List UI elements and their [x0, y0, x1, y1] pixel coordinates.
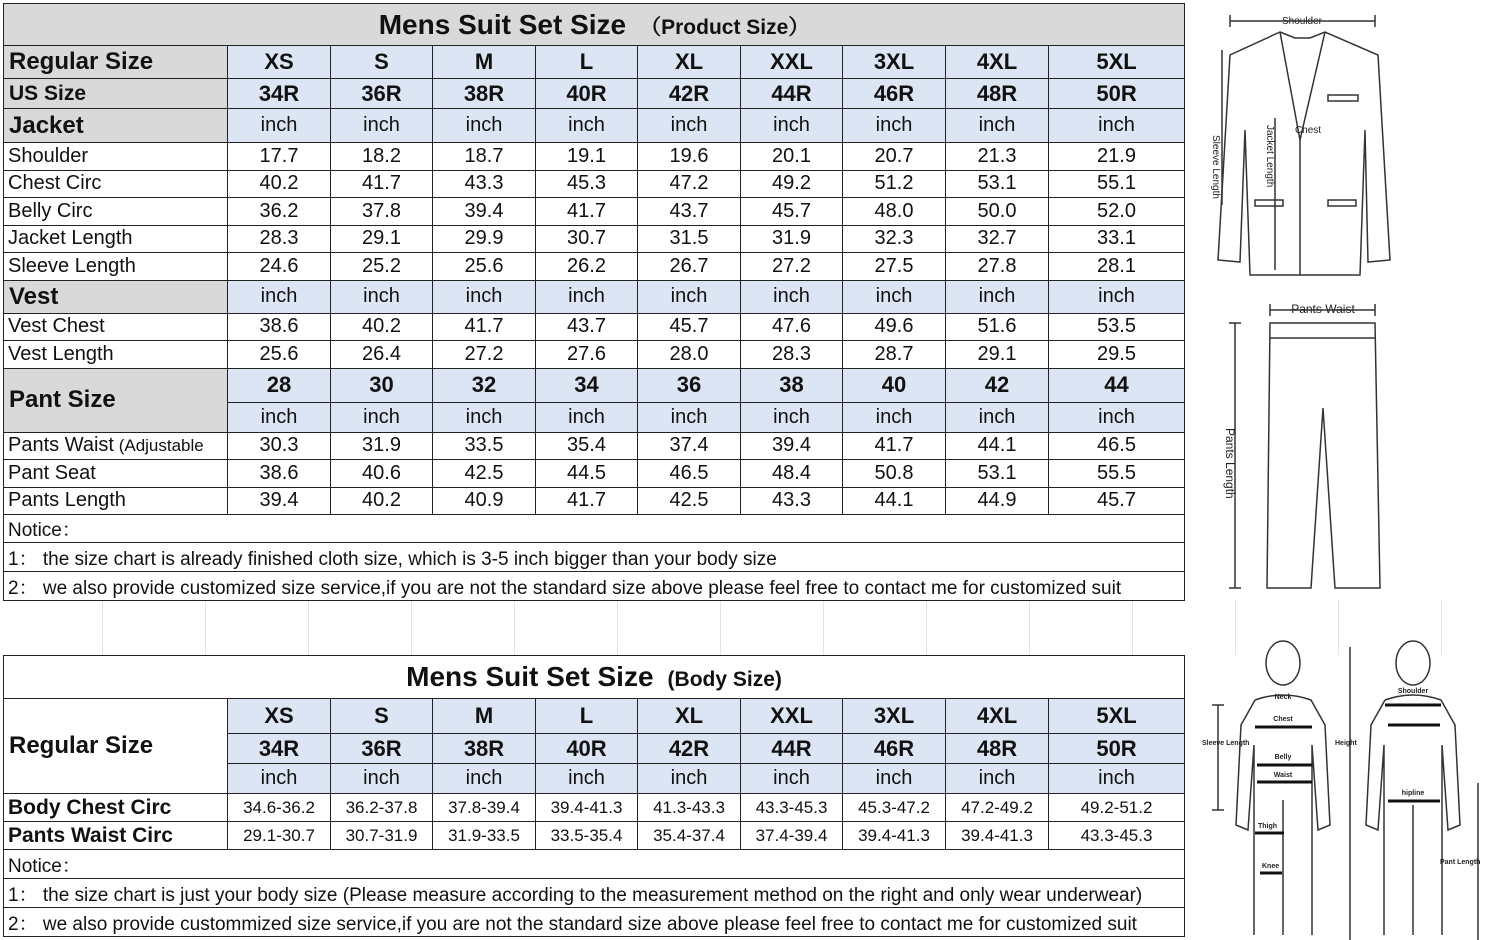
measure-value: 34.6-36.2: [228, 794, 331, 822]
measure-value: 44.1: [946, 432, 1049, 460]
subtitle-text: (Body Size): [667, 668, 782, 691]
size-header: M: [433, 699, 536, 734]
measure-value: 41.7: [536, 487, 638, 515]
measure-value: 26.2: [536, 253, 638, 281]
unit-label: inch: [228, 764, 331, 794]
measure-value: 47.6: [741, 313, 843, 341]
size-header: L: [536, 46, 638, 79]
pants-waist-label: Pants Waist: [1291, 302, 1355, 316]
title-row: [4, 656, 1185, 699]
pants-length-label: Pants Length: [1223, 428, 1237, 499]
size-header: 3XL: [843, 46, 946, 79]
measure-value: 26.4: [331, 341, 433, 369]
unit-label: inch: [1049, 109, 1185, 143]
vest-header-row: [4, 280, 1185, 313]
measure-value: 45.7: [741, 198, 843, 226]
size-header: 4XL: [946, 699, 1049, 734]
measure-value: 40.2: [331, 313, 433, 341]
sleeve-length-label: Sleeve Length: [1210, 135, 1221, 199]
measure-value: 43.7: [638, 198, 741, 226]
unit-label: inch: [228, 280, 331, 313]
measure-value: 42.5: [638, 487, 741, 515]
measure-label: Pants Waist Circ: [4, 822, 228, 850]
chest-label: Chest: [1294, 125, 1322, 136]
measure-value: 40.2: [228, 170, 331, 198]
pant-size-header: 30: [331, 368, 433, 402]
measure-value: 21.3: [946, 143, 1049, 171]
measure-value: 55.1: [1049, 170, 1185, 198]
measure-value: 26.7: [638, 253, 741, 281]
measure-value: 18.7: [433, 143, 536, 171]
measure-value: 53.1: [946, 460, 1049, 488]
unit-label: inch: [638, 402, 741, 432]
jacket-measure-row: [4, 143, 1185, 171]
measure-value: 45.3: [536, 170, 638, 198]
us-size-header: 46R: [843, 79, 946, 109]
pant-length-label: Pant Length: [1440, 859, 1481, 866]
body-measure-row: [4, 794, 1185, 822]
pant-size-label: Pant Size: [4, 368, 228, 432]
pant-measure-row: [4, 460, 1185, 488]
unit-label: inch: [843, 764, 946, 794]
unit-label: inch: [433, 109, 536, 143]
size-header: XS: [228, 46, 331, 79]
height-label: Height: [1335, 740, 1357, 747]
product-size-table: [3, 3, 1185, 601]
measure-value: 48.0: [843, 198, 946, 226]
note-row: [4, 908, 1185, 937]
measure-value: 37.4-39.4: [741, 822, 843, 850]
unit-label: inch: [638, 280, 741, 313]
measure-value: 19.6: [638, 143, 741, 171]
measure-value: 30.3: [228, 432, 331, 460]
body-measure-row: [4, 822, 1185, 850]
us-size-header: 34R: [228, 79, 331, 109]
measure-value: 31.9: [741, 225, 843, 253]
measure-value: 19.1: [536, 143, 638, 171]
measure-value: 21.9: [1049, 143, 1185, 171]
measure-value: 33.5: [433, 432, 536, 460]
shoulder-label: Shoulder: [1397, 688, 1429, 695]
unit-label: inch: [536, 109, 638, 143]
size-header: 5XL: [1049, 46, 1185, 79]
measure-label: Belly Circ: [4, 198, 228, 226]
measure-value: 41.7: [536, 198, 638, 226]
measure-value: 41.7: [433, 313, 536, 341]
measure-label: Pants Length: [4, 487, 228, 515]
us-size-header: 36R: [331, 79, 433, 109]
us-size-label: US Size: [4, 79, 228, 109]
measure-value: 29.1: [946, 341, 1049, 369]
neck-label: Neck: [1274, 694, 1292, 701]
unit-label: inch: [331, 280, 433, 313]
measure-value: 33.5-35.4: [536, 822, 638, 850]
measure-value: 35.4-37.4: [638, 822, 741, 850]
us-size-header: 44R: [741, 734, 843, 764]
measure-value: 29.5: [1049, 341, 1185, 369]
measure-value: 43.3: [433, 170, 536, 198]
measure-value: 35.4: [536, 432, 638, 460]
unit-label: inch: [331, 109, 433, 143]
measure-value: 28.0: [638, 341, 741, 369]
notice-text: 1： the size chart is already finished cloth size, which is 3-5 inch bigger than your body size: [4, 543, 1185, 572]
us-size-header: 40R: [536, 734, 638, 764]
waist-label: Waist: [1273, 772, 1293, 779]
measure-value: 28.1: [1049, 253, 1185, 281]
measure-value: 50.8: [843, 460, 946, 488]
measure-value: 20.7: [843, 143, 946, 171]
unit-label: inch: [741, 109, 843, 143]
thigh-label: Thigh: [1258, 823, 1278, 830]
measure-value: 33.1: [1049, 225, 1185, 253]
unit-label: inch: [536, 402, 638, 432]
measure-value: 25.6: [228, 341, 331, 369]
size-header: L: [536, 699, 638, 734]
size-header: 4XL: [946, 46, 1049, 79]
measure-value: 47.2: [638, 170, 741, 198]
title-row: [4, 4, 1185, 46]
unit-label: inch: [228, 402, 331, 432]
measure-value: 43.3-45.3: [1049, 822, 1185, 850]
shoulder-label: Shoulder: [1281, 16, 1323, 27]
size-row: [4, 699, 1185, 734]
measure-value: 44.5: [536, 460, 638, 488]
unit-label: inch: [741, 402, 843, 432]
jacket-measure-row: [4, 225, 1185, 253]
label-note: (Adjustable: [113, 436, 204, 456]
body-measurement-diagram: [1200, 635, 1500, 940]
unit-label: inch: [228, 109, 331, 143]
measure-value: 41.7: [843, 432, 946, 460]
sleeve-length-label: Sleeve Length: [1202, 740, 1250, 747]
measure-value: 46.5: [638, 460, 741, 488]
notice-heading: Notice：: [4, 515, 1185, 543]
unit-label: inch: [536, 280, 638, 313]
pant-size-header: 36: [638, 368, 741, 402]
notice-row: [4, 515, 1185, 543]
measure-value: 27.2: [741, 253, 843, 281]
size-header: XS: [228, 699, 331, 734]
measure-value: 39.4-41.3: [946, 822, 1049, 850]
belly-label: Belly: [1274, 754, 1292, 761]
unit-label: inch: [843, 280, 946, 313]
measure-value: 37.4: [638, 432, 741, 460]
measure-value: 44.9: [946, 487, 1049, 515]
jacket-section-label: Jacket: [4, 109, 228, 143]
jacket-measure-row: [4, 198, 1185, 226]
measure-value: 37.8: [331, 198, 433, 226]
measure-value: 51.2: [843, 170, 946, 198]
unit-label: inch: [433, 402, 536, 432]
size-header: 5XL: [1049, 699, 1185, 734]
measure-value: 36.2: [228, 198, 331, 226]
measure-value: 31.9-33.5: [433, 822, 536, 850]
pant-size-header: 42: [946, 368, 1049, 402]
measure-value: 39.4: [741, 432, 843, 460]
unit-label: inch: [843, 109, 946, 143]
measure-value: 38.6: [228, 460, 331, 488]
measure-value: 49.2: [741, 170, 843, 198]
jacket-header-row: [4, 109, 1185, 143]
measure-label: Vest Chest: [4, 313, 228, 341]
measure-value: 38.6: [228, 313, 331, 341]
pant-size-row: [4, 368, 1185, 402]
jacket-measure-row: [4, 170, 1185, 198]
unit-label: inch: [946, 109, 1049, 143]
pants-diagram: [1215, 298, 1395, 598]
measure-value: 47.2-49.2: [946, 794, 1049, 822]
measure-value: 45.7: [1049, 487, 1185, 515]
measure-value: 39.4: [228, 487, 331, 515]
pant-size-header: 32: [433, 368, 536, 402]
measure-label: Body Chest Circ: [4, 794, 228, 822]
us-size-header: 38R: [433, 79, 536, 109]
title-text: Mens Suit Set Size: [406, 661, 654, 692]
us-size-header: 44R: [741, 79, 843, 109]
measure-value: 55.5: [1049, 460, 1185, 488]
measure-value: 48.4: [741, 460, 843, 488]
measure-value: 28.3: [228, 225, 331, 253]
measure-value: 53.1: [946, 170, 1049, 198]
us-size-header: 50R: [1049, 79, 1185, 109]
us-size-header: 36R: [331, 734, 433, 764]
size-header: XL: [638, 46, 741, 79]
measure-value: 25.6: [433, 253, 536, 281]
unit-label: inch: [843, 402, 946, 432]
pant-size-header: 28: [228, 368, 331, 402]
vest-section-label: Vest: [4, 280, 228, 313]
measure-value: 28.3: [741, 341, 843, 369]
us-size-header: 46R: [843, 734, 946, 764]
measure-value: 36.2-37.8: [331, 794, 433, 822]
notice-heading: Notice：: [4, 850, 1185, 879]
measure-label: Pant Seat: [4, 460, 228, 488]
measure-value: 31.9: [331, 432, 433, 460]
measure-label: Sleeve Length: [4, 253, 228, 281]
unit-label: inch: [1049, 764, 1185, 794]
pant-size-header: 44: [1049, 368, 1185, 402]
note-row: [4, 572, 1185, 601]
jacket-diagram: [1200, 10, 1400, 285]
measure-value: 20.1: [741, 143, 843, 171]
vest-measure-row: [4, 313, 1185, 341]
regular-size-label: Regular Size: [4, 46, 228, 79]
regular-size-row: [4, 46, 1185, 79]
measure-value: 37.8-39.4: [433, 794, 536, 822]
notice-row: [4, 850, 1185, 879]
us-size-header: 42R: [638, 734, 741, 764]
vest-measure-row: [4, 341, 1185, 369]
size-header: XXL: [741, 699, 843, 734]
size-header: XXL: [741, 46, 843, 79]
unit-label: inch: [638, 764, 741, 794]
measure-value: 27.6: [536, 341, 638, 369]
measure-label: Pants Waist (Adjustable: [4, 432, 228, 460]
measure-value: 44.1: [843, 487, 946, 515]
measure-value: 18.2: [331, 143, 433, 171]
jacket-measure-row: [4, 253, 1185, 281]
measure-value: 49.6: [843, 313, 946, 341]
measure-value: 43.7: [536, 313, 638, 341]
size-header: M: [433, 46, 536, 79]
notice-text: 1： the size chart is just your body size (Please measure according to the measurement method on the right and only wear underwear): [4, 879, 1185, 908]
measure-value: 29.1: [331, 225, 433, 253]
measure-value: 17.7: [228, 143, 331, 171]
measure-value: 45.7: [638, 313, 741, 341]
measure-value: 50.0: [946, 198, 1049, 226]
measure-value: 29.9: [433, 225, 536, 253]
chest-label: Chest: [1273, 716, 1293, 723]
measure-value: 27.2: [433, 341, 536, 369]
size-header: S: [331, 46, 433, 79]
measure-value: 41.3-43.3: [638, 794, 741, 822]
notice-text: 2： we also provide custommized size service,if you are not the standard size above please feel free to contact me for customized suit: [4, 908, 1185, 937]
table-title: [4, 656, 1185, 699]
unit-label: inch: [433, 280, 536, 313]
measure-value: 43.3: [741, 487, 843, 515]
measure-value: 30.7: [536, 225, 638, 253]
hipline-label: hipline: [1401, 790, 1425, 797]
title-text: Mens Suit Set Size: [378, 8, 627, 40]
measure-value: 46.5: [1049, 432, 1185, 460]
measure-value: 24.6: [228, 253, 331, 281]
measure-value: 30.7-31.9: [331, 822, 433, 850]
measure-value: 31.5: [638, 225, 741, 253]
measure-value: 40.9: [433, 487, 536, 515]
us-size-header: 42R: [638, 79, 741, 109]
measure-value: 27.8: [946, 253, 1049, 281]
measure-value: 32.7: [946, 225, 1049, 253]
body-size-table: [3, 655, 1185, 937]
size-header: XL: [638, 699, 741, 734]
measure-value: 40.6: [331, 460, 433, 488]
subtitle-text: （Product Size）: [640, 15, 810, 39]
pant-size-header: 38: [741, 368, 843, 402]
us-size-header: 48R: [946, 79, 1049, 109]
knee-label: Knee: [1262, 863, 1280, 870]
measure-value: 53.5: [1049, 313, 1185, 341]
size-header: 3XL: [843, 699, 946, 734]
note-row: [4, 879, 1185, 908]
measure-label: Vest Length: [4, 341, 228, 369]
unit-label: inch: [536, 764, 638, 794]
measure-value: 39.4-41.3: [536, 794, 638, 822]
unit-label: inch: [946, 764, 1049, 794]
measure-value: 51.6: [946, 313, 1049, 341]
pant-measure-row: [4, 487, 1185, 515]
measure-value: 28.7: [843, 341, 946, 369]
unit-label: inch: [946, 280, 1049, 313]
us-size-header: 50R: [1049, 734, 1185, 764]
us-size-header: 38R: [433, 734, 536, 764]
measure-value: 29.1-30.7: [228, 822, 331, 850]
measure-value: 39.4-41.3: [843, 822, 946, 850]
measure-value: 49.2-51.2: [1049, 794, 1185, 822]
unit-label: inch: [331, 764, 433, 794]
size-header: S: [331, 699, 433, 734]
note-row: [4, 543, 1185, 572]
table-title: [4, 4, 1185, 46]
measure-value: 43.3-45.3: [741, 794, 843, 822]
unit-label: inch: [741, 280, 843, 313]
measure-value: 45.3-47.2: [843, 794, 946, 822]
measure-value: 52.0: [1049, 198, 1185, 226]
unit-label: inch: [1049, 280, 1185, 313]
measure-value: 27.5: [843, 253, 946, 281]
us-size-row: [4, 79, 1185, 109]
measure-value: 25.2: [331, 253, 433, 281]
pant-size-header: 40: [843, 368, 946, 402]
notice-text: 2： we also provide customized size service,if you are not the standard size above please feel free to contact me for customized suit: [4, 572, 1185, 601]
unit-label: inch: [433, 764, 536, 794]
unit-label: inch: [1049, 402, 1185, 432]
regular-size-label: Regular Size: [4, 699, 228, 794]
measure-label: Jacket Length: [4, 225, 228, 253]
pant-size-header: 34: [536, 368, 638, 402]
unit-label: inch: [946, 402, 1049, 432]
jacket-length-label: Jacket Length: [1264, 125, 1275, 188]
measure-value: 32.3: [843, 225, 946, 253]
us-size-header: 48R: [946, 734, 1049, 764]
us-size-header: 40R: [536, 79, 638, 109]
measure-value: 39.4: [433, 198, 536, 226]
unit-label: inch: [331, 402, 433, 432]
measure-label: Chest Circ: [4, 170, 228, 198]
us-size-header: 34R: [228, 734, 331, 764]
measure-label: Shoulder: [4, 143, 228, 171]
measure-value: 41.7: [331, 170, 433, 198]
unit-label: inch: [638, 109, 741, 143]
unit-label: inch: [741, 764, 843, 794]
measure-value: 40.2: [331, 487, 433, 515]
pant-measure-row: [4, 432, 1185, 460]
measure-value: 42.5: [433, 460, 536, 488]
